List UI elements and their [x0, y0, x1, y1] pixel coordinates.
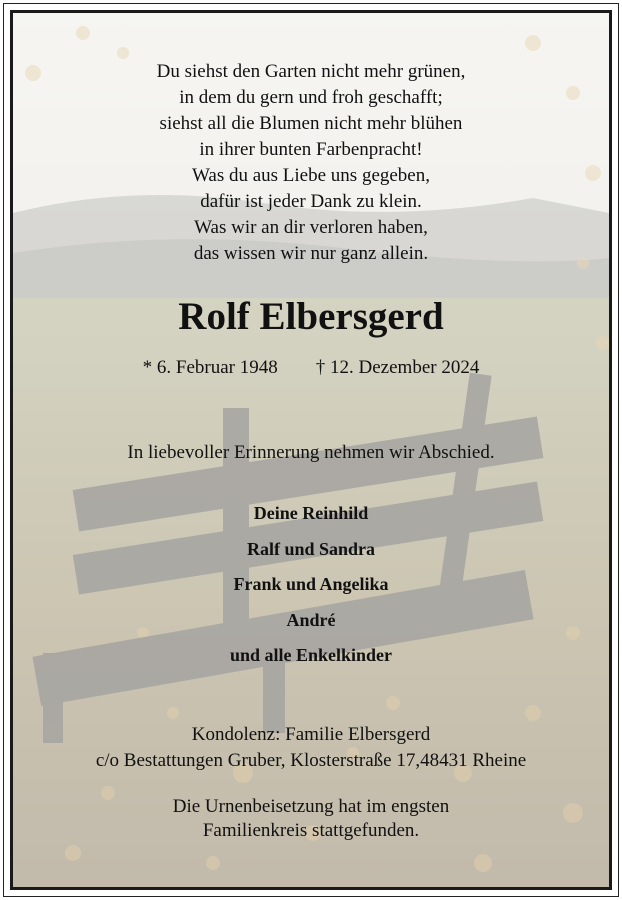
- poem-line: in ihrer bunten Farbenpracht!: [199, 139, 423, 160]
- condolence-line: c/o Bestattungen Gruber, Klosterstraße 17,48431 Rheine: [95, 750, 527, 771]
- condolence-line: Kondolenz: Familie Elbersgerd: [191, 724, 431, 745]
- birth-date: * 6. Februar 1948: [142, 357, 278, 378]
- urn-notice-line: Die Urnenbeisetzung hat im engsten: [172, 796, 450, 817]
- poem-line: dafür ist jeder Dank zu klein.: [200, 191, 422, 212]
- urn-notice-line: Familienkreis stattgefunden.: [202, 820, 420, 841]
- mourners-list: [13, 496, 609, 674]
- urn-notice: [13, 795, 609, 843]
- deceased-name: Rolf Elbersgerd: [178, 295, 444, 338]
- life-dates: [13, 355, 609, 381]
- poem-line: Was wir an dir verloren haben,: [194, 217, 428, 238]
- poem-line: siehst all die Blumen nicht mehr blühen: [159, 113, 463, 134]
- notice-content: [13, 13, 609, 887]
- condolence-address: [13, 722, 609, 774]
- poem-line: in dem du gern und froh geschafft;: [179, 87, 443, 108]
- inner-border: [10, 10, 612, 890]
- farewell-text: In liebevoller Erinnerung nehmen wir Abschied.: [127, 442, 495, 463]
- mourner: und alle Enkelkinder: [229, 645, 393, 665]
- mourner: Ralf und Sandra: [246, 538, 376, 559]
- mourner: Frank und Angelika: [233, 574, 389, 594]
- poem: [13, 59, 609, 267]
- mourner: André: [286, 609, 336, 630]
- poem-line: Du siehst den Garten nicht mehr grünen,: [156, 61, 466, 82]
- poem-line: Was du aus Liebe uns gegeben,: [191, 165, 430, 186]
- mourner: Deine Reinhild: [253, 503, 369, 523]
- death-date: † 12. Dezember 2024: [315, 357, 480, 378]
- poem-line: das wissen wir nur ganz allein.: [193, 243, 429, 264]
